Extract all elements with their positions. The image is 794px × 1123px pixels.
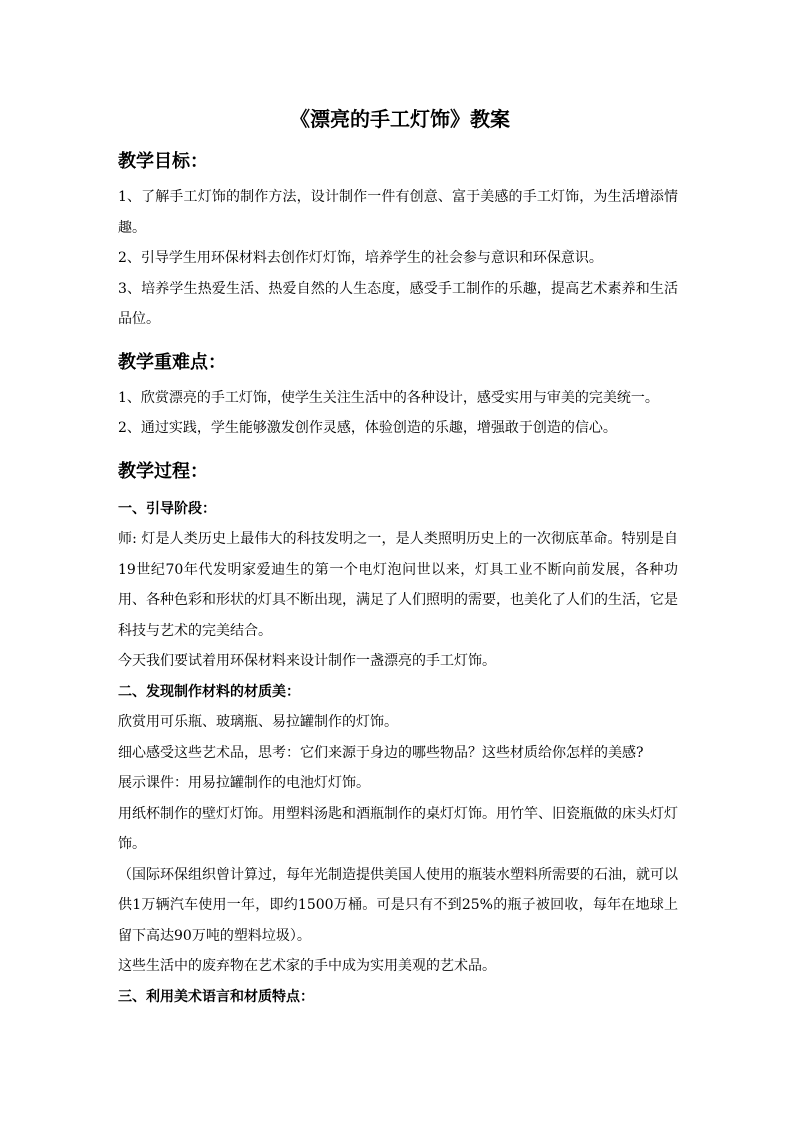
stage2-paragraph: 细心感受这些艺术品，思考：它们来源于身边的哪些物品？这些材质给你怎样的美感?	[118, 744, 644, 761]
goal-item: 1、了解手工灯饰的制作方法，设计制作一件有创意、富于美感的手工灯饰，为生活增添情趣。	[118, 189, 678, 236]
stage2-paragraph: 展示课件：用易拉罐制作的电池灯灯饰。	[118, 775, 370, 791]
stage1-paragraph: 今天我们要试着用环保材料来设计制作一盏漂亮的手工灯饰。	[118, 653, 496, 669]
process-body	[118, 494, 678, 1013]
stage2-paragraph: （国际环保组织曾计算过，每年光制造提供美国人使用的瓶装水塑料所需要的石油，就可以供1万辆汽车使用一年，即约1500万桶。可是只有不到25%的瓶子被回收，每年在地球上留下高达90万吨的塑料垃圾）。	[118, 866, 678, 944]
stage2-paragraph: 这些生活中的废弃物在艺术家的手中成为实用美观的艺术品。	[118, 958, 496, 974]
stage2-paragraph: 欣赏用可乐瓶、玻璃瓶、易拉罐制作的灯饰。	[118, 714, 398, 730]
goal-item: 2、引导学生用环保材料去创作灯灯饰，培养学生的社会参与意识和环保意识。	[118, 250, 603, 266]
goals-list	[118, 182, 678, 335]
key-points-list	[118, 383, 678, 444]
key-point-item: 2、通过实践，学生能够激发创作灵感，体验创造的乐趣，增强敢于创造的信心。	[118, 420, 617, 436]
stage-heading-2: 二、发现制作材料的材质美：	[118, 683, 300, 700]
section-heading-goals: 教学目标：	[118, 151, 208, 172]
document-title: 《漂亮的手工灯饰》教案	[290, 107, 510, 131]
stage-heading-1: 一、引导阶段：	[118, 500, 216, 517]
goal-item: 3、培养学生热爱生活、热爱自然的人生态度，感受手工制作的乐趣，提高艺术素养和生活品位。	[118, 280, 678, 327]
stage2-paragraph: 用纸杯制作的壁灯灯饰。用塑料汤匙和酒瓶制作的桌灯灯饰。用竹竿、旧瓷瓶做的床头灯灯饰。	[118, 805, 678, 852]
document-page	[118, 104, 678, 1012]
stage1-paragraph: 师: 灯是人类历史上最伟大的科技发明之一，是人类照明历史上的一次彻底革命。特别是自19世纪70年代发明家爱迪生的第一个电灯泡问世以来，灯具工业不断向前发展，各种功用、各种色彩和形状的灯具不断出现，满足了人们照明的需要，也美化了人们的生活，它是科技与艺术的完美结合。	[118, 531, 678, 639]
stage-heading-3: 三、利用美术语言和材质特点：	[118, 988, 314, 1005]
key-point-item: 1、欣赏漂亮的手工灯饰，使学生关注生活中的各种设计，感受实用与审美的完美统一。	[118, 389, 659, 406]
section-heading-process: 教学过程：	[118, 460, 208, 482]
section-heading-key-points: 教学重难点：	[118, 351, 226, 373]
